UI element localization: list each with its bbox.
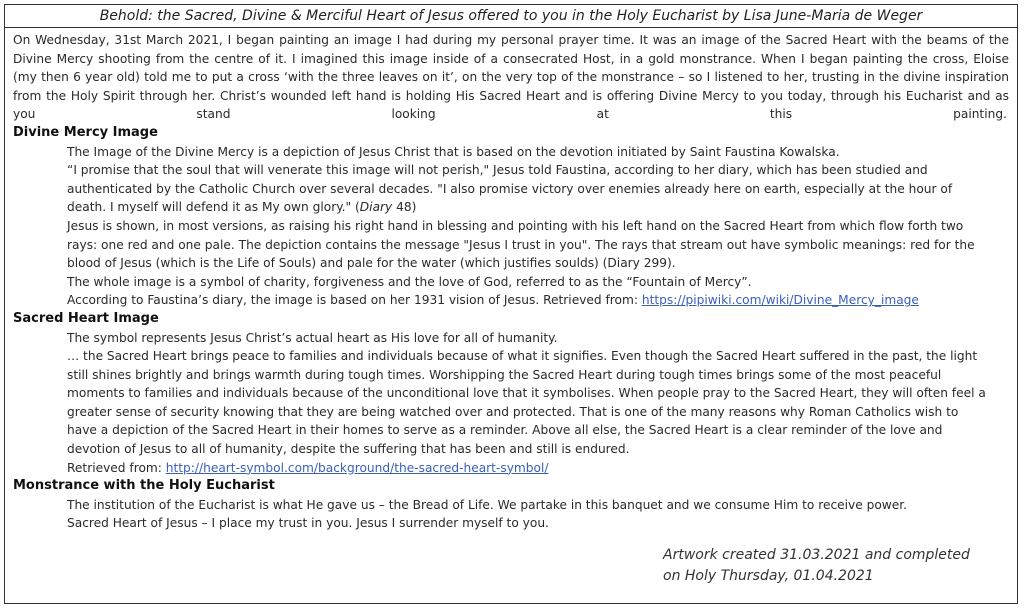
sacred-heart-line-5: have a depiction of the Sacred Heart in their homes to serve as a reminder. Above all else, the Sacred Heart is a clear reminder of the love and bbox=[67, 423, 943, 438]
monstrance-p2: Sacred Heart of Jesus – I place my trust in you. Jesus I surrender myself to you. bbox=[67, 516, 549, 531]
intro-word: you bbox=[13, 107, 36, 122]
document-title: Behold: the Sacred, Divine & Merciful Heart of Jesus offered to you in the Holy Eucharist by Lisa June-Maria de Weger bbox=[5, 5, 1017, 28]
sacred-heart-line-3: moments to families and individuals because of the unconditional love that it symbolises. When people pray to the Sacred Heart, they will often feel a bbox=[67, 386, 986, 401]
divine-mercy-link[interactable]: https://pipiwiki.com/wiki/Divine_Mercy_image bbox=[641, 293, 919, 308]
intro-word: this bbox=[769, 107, 793, 122]
divine-mercy-p3-line-2: rays: one red and one pale. The depiction contains the message "Jesus I trust in you". The rays that stream out have symbolic meanings: red for the bbox=[67, 237, 975, 252]
divine-mercy-heading: Divine Mercy Image bbox=[13, 124, 158, 140]
divine-mercy-quote-line-3 bbox=[13, 198, 1009, 217]
intro-word: at bbox=[596, 107, 609, 122]
sacred-heart-line-1: … the Sacred Heart brings peace to families and individuals because of what it signifies. Even though the Sacred Heart suffered in the past, the light bbox=[67, 349, 978, 364]
divine-mercy-p3-line-3: blood of Jesus (which is the Life of Souls) and pale for the water (which justifies soulds) (Diary 299). bbox=[67, 256, 676, 271]
divine-mercy-source-text: According to Faustina’s diary, the image is based on her 1931 vision of Jesus. Retrieved from: bbox=[67, 293, 642, 308]
signature-line-1: Artwork created 31.03.2021 and completed bbox=[663, 547, 970, 563]
divine-mercy-quote-line-2: authenticated by the Catholic Church over several decades. "I also promise victory over enemies already here on earth, especially at the hour of bbox=[67, 181, 953, 196]
sacred-heart-source-text: Retrieved from: bbox=[67, 460, 166, 475]
sacred-heart-p1: The symbol represents Jesus Christ’s actual heart as His love for all of humanity. bbox=[67, 330, 558, 345]
intro-line-4: from the Holy Spirit through her. Christ’s wounded left hand is holding His Sacred Heart and is offering Divine Mercy to you today, through his Eucharist and as bbox=[13, 88, 1009, 103]
divine-mercy-quote-line-1: “I promise that the soul that will venerate this image will not perish," Jesus told Faustina, according to her diary, which has been studied and bbox=[67, 163, 928, 178]
sacred-heart-line-4: greater sense of security knowing that they are being watched over and protected. That is one of the many reasons why Roman Catholics wish to bbox=[67, 404, 959, 419]
intro-line-5 bbox=[13, 105, 1009, 124]
monstrance-p1: The institution of the Eucharist is what He gave us – the Bread of Life. We partake in this banquet and we consume Him to receive power. bbox=[67, 497, 908, 512]
diary-ref: Diary bbox=[359, 200, 393, 215]
divine-mercy-p4: The whole image is a symbol of charity, forgiveness and the love of God, referred to as the “Fountain of Mercy”. bbox=[67, 274, 752, 289]
sacred-heart-heading: Sacred Heart Image bbox=[13, 310, 159, 326]
intro-word: painting. bbox=[953, 107, 1007, 122]
sacred-heart-retrieved bbox=[13, 459, 1009, 478]
intro-line-3: (my then 6 year old) told me to put a cross ‘with the three leaves on it’, on the very top of the monstrance – so I listened to her, trusting in the divine inspiration bbox=[13, 70, 1009, 85]
intro-line-1: On Wednesday, 31st March 2021, I began painting an image I had during my personal prayer time. It was an image of the Sacred Heart with the beams of the bbox=[13, 33, 1009, 47]
intro-word: stand bbox=[196, 107, 231, 122]
signature-line-2: on Holy Thursday, 01.04.2021 bbox=[663, 568, 874, 584]
divine-mercy-p3-line-1: Jesus is shown, in most versions, as raising his right hand in blessing and pointing with his left hand on the Sacred Heart from which flow forth two bbox=[67, 218, 964, 233]
sacred-heart-line-6: devotion of Jesus to all of humanity, despite the suffering that has been and still is endured. bbox=[67, 442, 630, 457]
document-frame bbox=[4, 4, 1018, 604]
artwork-signature bbox=[663, 545, 1003, 587]
sacred-heart-line-2: still shines brightly and brings warmth during tough times. Worshipping the Sacred Heart during tough times brings some of the most peaceful bbox=[67, 367, 942, 382]
sacred-heart-link[interactable]: http://heart-symbol.com/background/the-sacred-heart-symbol/ bbox=[165, 460, 549, 475]
quote-text: death. I myself will defend it as My own glory." ( bbox=[67, 200, 360, 215]
document-body bbox=[5, 28, 1017, 533]
intro-line-2: Divine Mercy shooting from the centre of it. I imagined this image inside of a consecrated Host, in a gold monstrance. When I began painting the cross, Eloise bbox=[13, 51, 1009, 66]
divine-mercy-p1: The Image of the Divine Mercy is a depiction of Jesus Christ that is based on the devotion initiated by Saint Faustina Kowalska. bbox=[67, 144, 840, 159]
divine-mercy-p5 bbox=[13, 291, 1009, 310]
monstrance-heading: Monstrance with the Holy Eucharist bbox=[13, 478, 275, 494]
quote-text-end: 48) bbox=[392, 200, 417, 215]
intro-word: looking bbox=[391, 107, 436, 122]
